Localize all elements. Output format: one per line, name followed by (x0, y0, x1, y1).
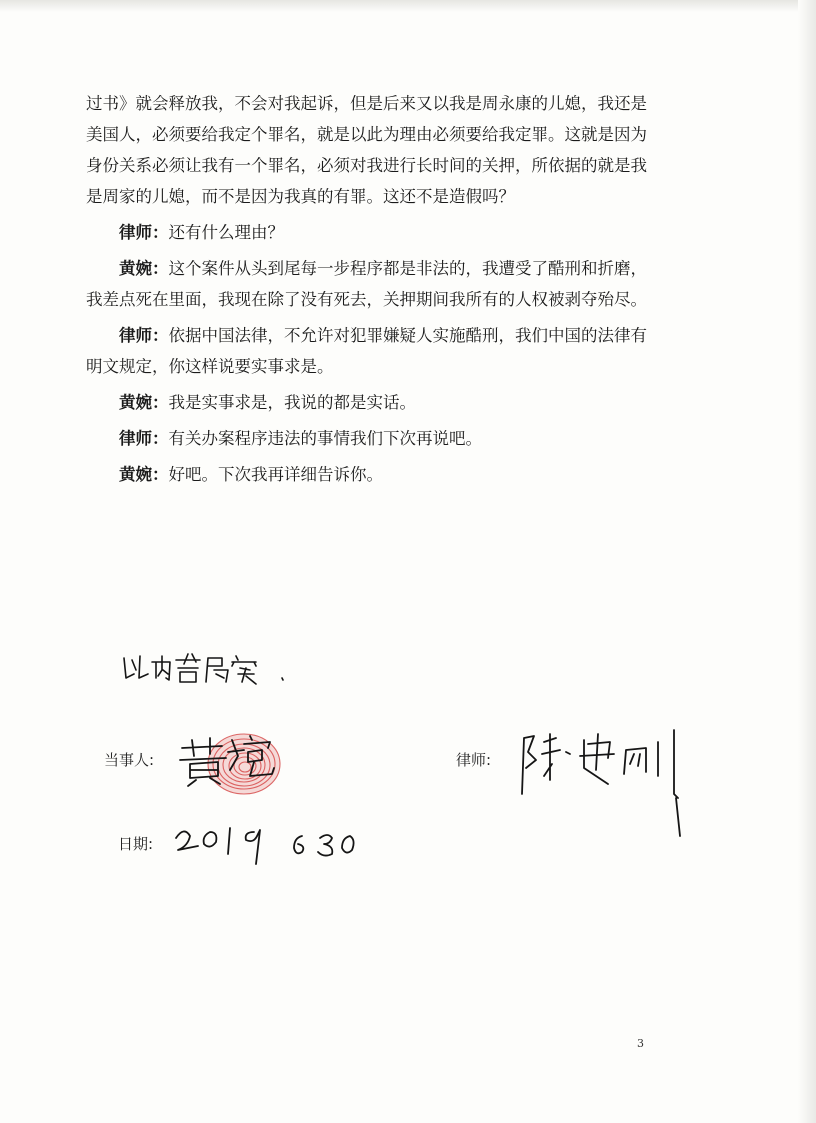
speaker-label: 律师： (119, 326, 169, 345)
speaker-label: 黄婉： (119, 393, 169, 412)
paragraph-text: 依据中国法律，不允许对犯罪嫌疑人实施酷刑，我们中国的法律有明文规定，你这样说要实事求是。 (86, 326, 647, 376)
handwritten-date-drawing (170, 818, 370, 868)
handwritten-confirmation-drawing (118, 648, 293, 690)
paragraph-text: 有关办案程序违法的事情我们下次再说吧。 (168, 429, 482, 448)
paragraph-text: 过书》就会释放我，不会对我起诉，但是后来又以我是周永康的儿媳，我还是美国人，必须要给我定个罪名，就是以此为理由必须要给我定罪。这就是因为身份关系必须让我有一个罪名，必须对我进行长时间的关押，所依据的就是我是周家的儿媳，而不是因为我真的有罪。这还不是造假吗？ (86, 94, 647, 206)
scan-top-edge (0, 0, 816, 12)
speaker-label: 律师： (119, 223, 169, 242)
transcript-paragraph (86, 217, 662, 248)
paragraph-text: 好吧。下次我再详细告诉你。 (168, 465, 383, 484)
scan-right-edge (798, 0, 816, 1123)
party-label: 当事人: (104, 751, 155, 769)
transcript-paragraph (86, 320, 662, 382)
party-signature (178, 726, 278, 786)
paragraph-text: 还有什么理由？ (168, 223, 284, 242)
date-label: 日期: (118, 835, 154, 853)
lawyer-signature-drawing (514, 724, 694, 854)
lawyer-label: 律师: (456, 751, 492, 769)
transcript-paragraph (86, 423, 662, 454)
party-signature-drawing (178, 726, 278, 786)
page-number: 3 (637, 1037, 644, 1050)
handwritten-confirmation (118, 648, 293, 690)
paragraph-text: 我是实事求是，我说的都是实话。 (168, 393, 416, 412)
transcript-paragraph (86, 387, 662, 418)
speaker-label: 律师： (119, 429, 169, 448)
transcript-paragraph (86, 88, 662, 212)
transcript-body (86, 88, 662, 495)
speaker-label: 黄婉： (119, 259, 169, 278)
transcript-paragraph (86, 459, 662, 490)
paragraph-text: 这个案件从头到尾每一步程序都是非法的，我遭受了酷刑和折磨，我差点死在里面，我现在除了没有死去，关押期间我所有的人权被剥夺殆尽。 (86, 259, 647, 309)
transcript-paragraph (86, 253, 662, 315)
handwritten-date (170, 818, 370, 868)
lawyer-signature (514, 724, 694, 854)
speaker-label: 黄婉： (119, 465, 169, 484)
